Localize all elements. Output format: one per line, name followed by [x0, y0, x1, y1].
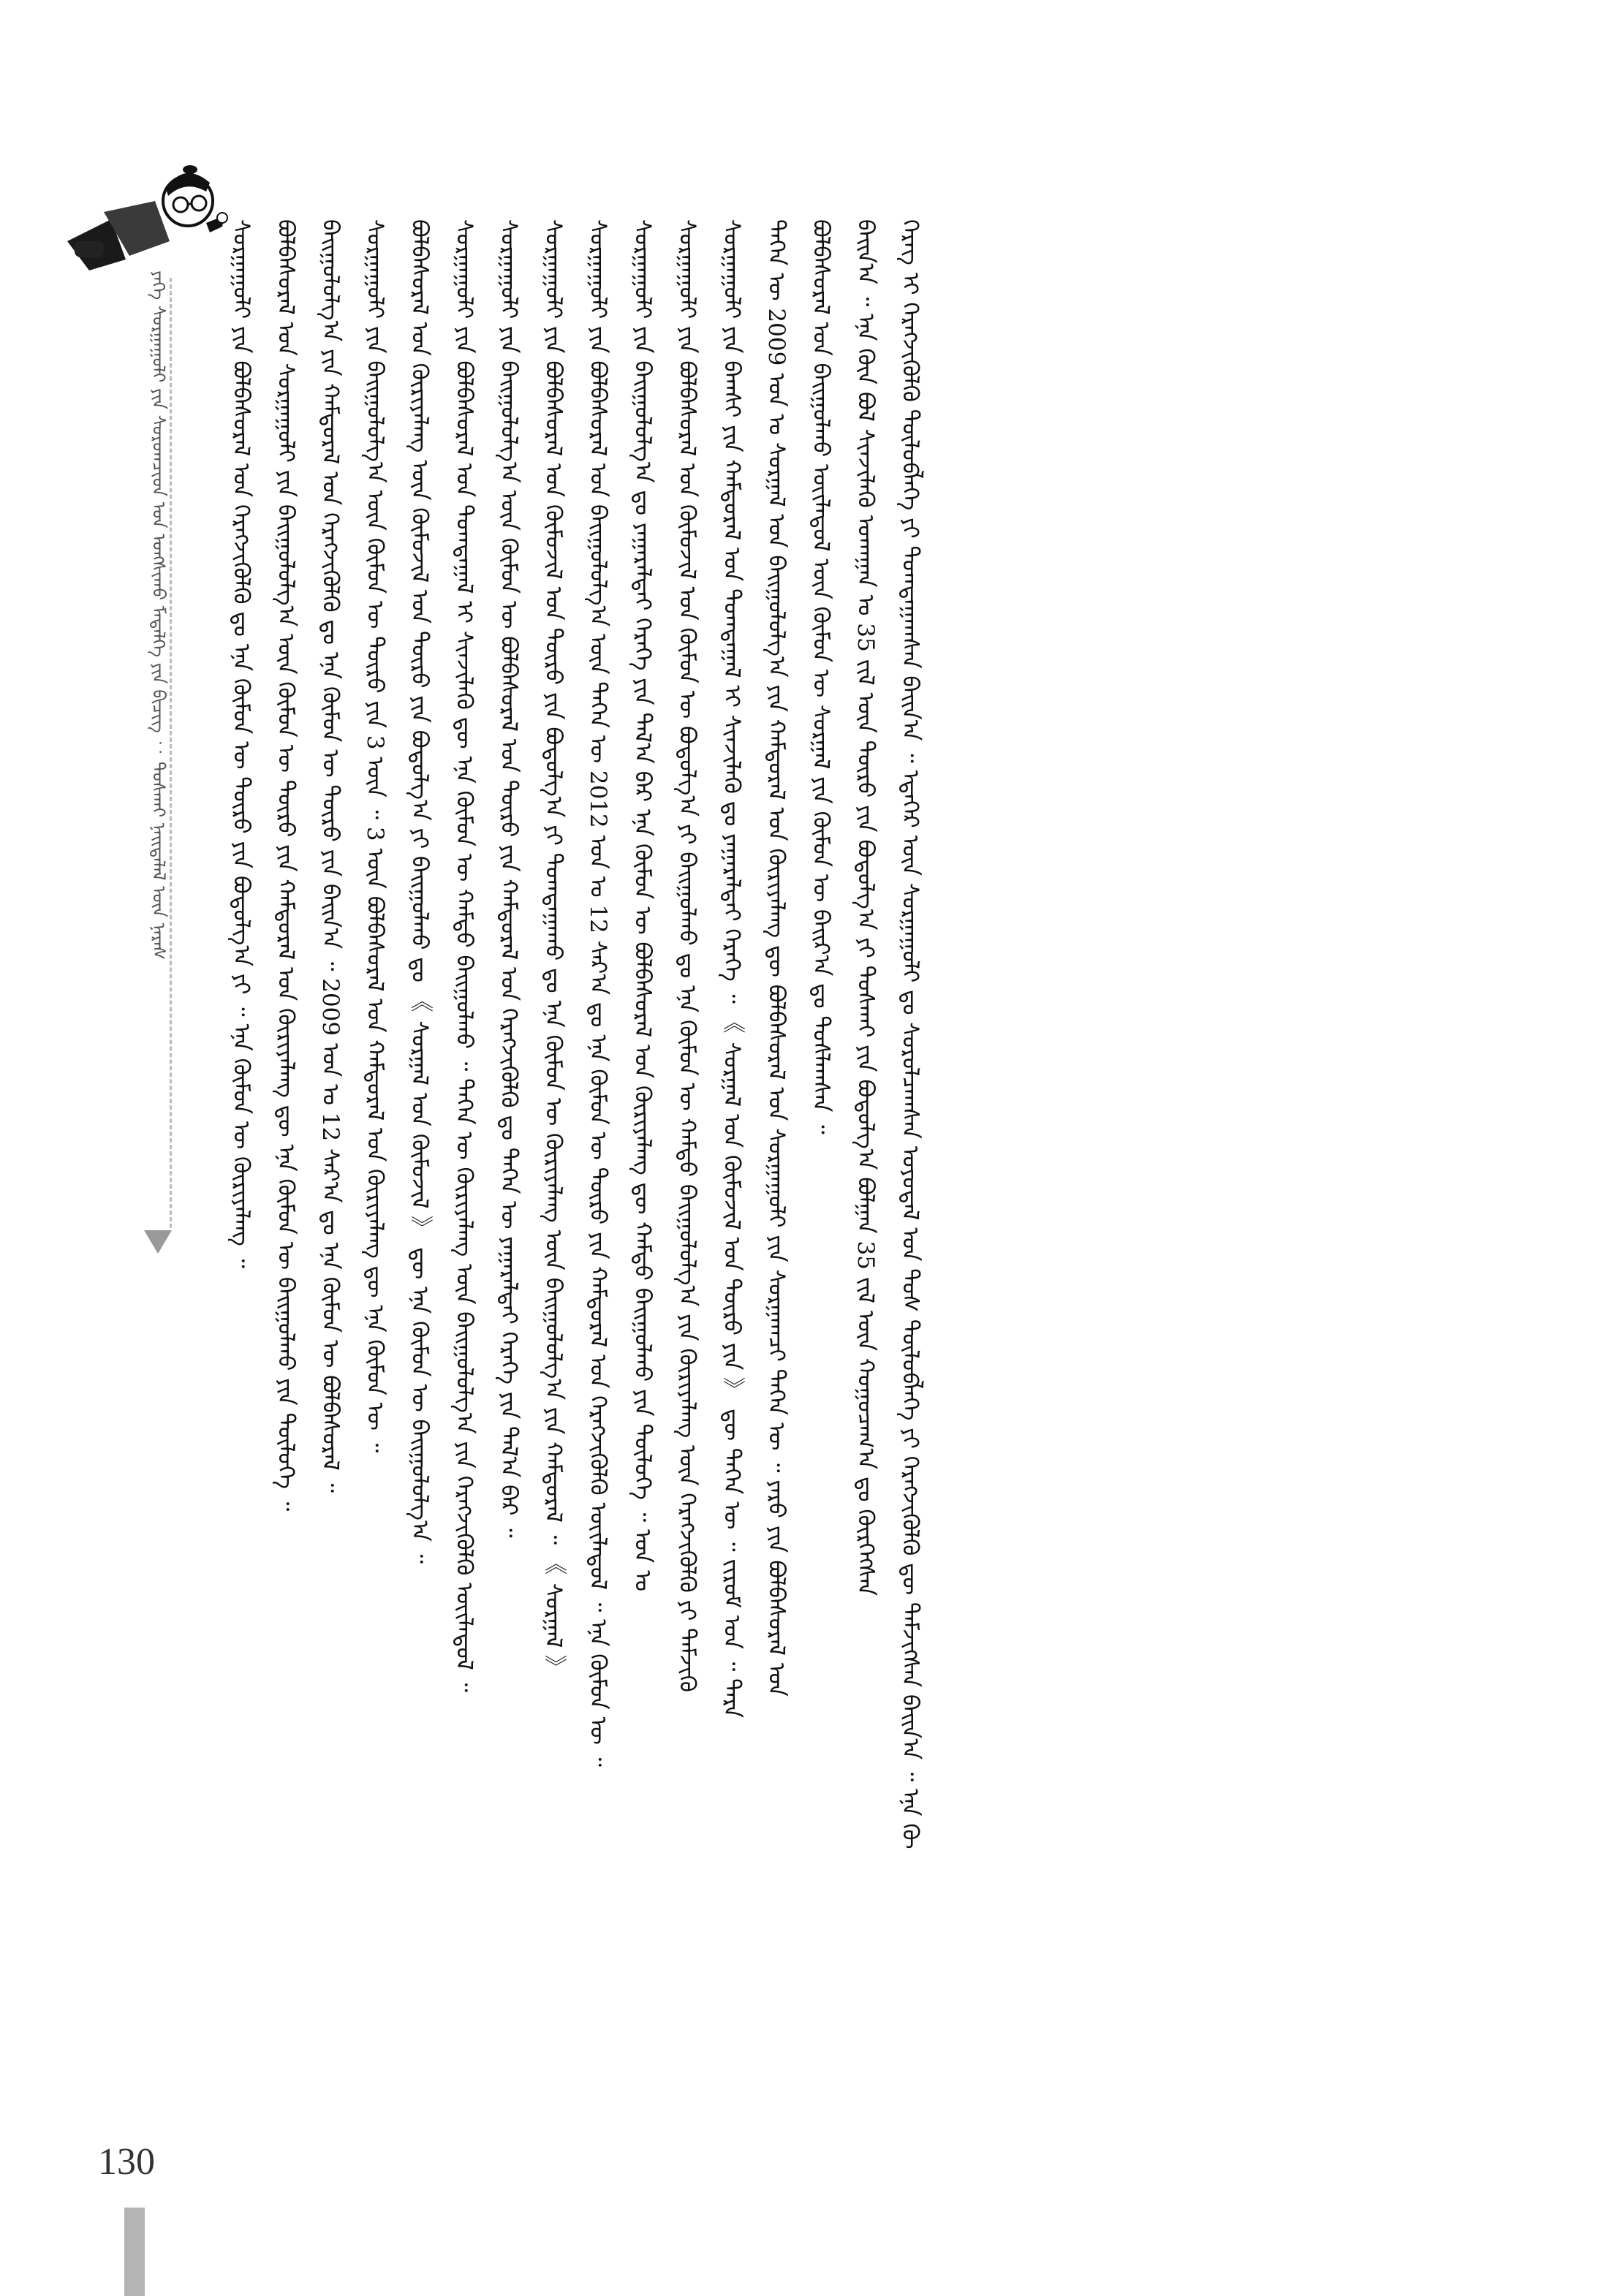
text-column: ᠪᠣᠯᠪᠠᠰᠤᠷᠠᠯ ᠤᠨ ᠪᠠᠢᠭᠤᠯᠬᠤ ᠦᠢᠯᠡᠳᠦᠯ ᠦᠨ ᠬᠦᠮᠦᠨ ᠦ ᠰᠤᠷᠭᠠᠯ ᠶᠢᠨ ᠬᠦᠮᠦᠨ ᠦ ᠪᠠᠢᠷ᠎ᠠ ᠳᠤ ᠲᠤᠰᠯᠠᠭᠰᠠᠨ ᠃	[808, 219, 834, 1134]
text-column: ᠰᠤᠷᠭᠠᠭᠤᠯᠢ ᠶᠢᠨ ᠪᠠᠢᠭᠤᠯᠤᠯᠭ᠎ᠠ ᠳᠤ ᠶᠠᠭᠠᠷᠠᠯᠲᠠᠢ ᠬᠡᠷᠡᠭᠡ ᠶᠢᠨ ᠲᠠᠯ᠎ᠠ ᠪᠠᠷ ᠡᠨᠡ ᠬᠦᠮᠦᠨ ᠦ ᠪᠣᠯᠪᠠᠰᠤᠷᠠᠯ ᠤᠨ ᠬᠦᠷᠢᠶᠡᠯᠡᠩ ᠳᠦ ᠬᠠᠮᠲᠤ ᠪᠠᠢᠭᠤᠯᠬᠤ ᠶᠢᠨ ᠲᠥᠯᠦᠭᠡ ᠃ ᠣᠨ ᠤ	[629, 219, 656, 1591]
text-column: ᠰᠤᠷᠭᠠᠭᠤᠯᠢ ᠶᠢᠨ ᠪᠠᠭᠰᠢ ᠶᠢᠨ ᠬᠠᠮᠲᠤᠷᠠᠯ ᠤᠨ ᠲᠣᠭᠲᠠᠭᠠᠯ ᠢ ᠰᠢᠨᠵᠢᠯᠡᠬᠦ ᠳᠤ ᠶᠠᠭᠠᠷᠠᠯᠲᠠᠢ ᠬᠡᠷᠡᠭᠡ ᠃ 《 ᠰᠤᠷᠭᠠᠯ ᠤᠨ ᠬᠦᠮᠦᠵᠢᠯ ᠤᠨ ᠲᠦᠷᠦ ᠶᠢᠨ 》 ᠳᠦ ᠲᠡᠭᠡᠨ ᠦ ᠃ ᠵᠢᠷᠤᠮ ᠤᠨ ᠃ ᠲᠡᠷᠡ	[719, 219, 745, 1719]
text-column: ᠰᠤᠷᠭᠠᠭᠤᠯᠢ ᠶᠢᠨ ᠪᠣᠯᠪᠠᠰᠤᠷᠠᠯ ᠤᠨ ᠪᠠᠢᠭᠤᠯᠤᠯᠭ᠎ᠠ ᠦᠨ ᠲᠡᠭᠡᠨ ᠦ 2012 ᠣᠨ ᠤ 12 ᠰᠠᠷ᠎ᠠ ᠳᠤ ᠡᠨᠡ ᠬᠦᠮᠦᠨ ᠦ ᠲᠦᠷᠦ ᠶᠢᠨ ᠬᠠᠮᠲᠤᠷᠠᠯ ᠤᠨ ᠬᠡᠷᠡᠭᠵᠢᠭᠦᠯᠬᠦ ᠦᠢᠯᠡᠳᠦᠯ ᠃ ᠡᠨᠡ ᠬᠦᠮᠦᠨ ᠦ ᠃	[585, 219, 611, 1768]
triangle-marker-icon	[144, 1230, 172, 1254]
text-column: ᠰᠤᠷᠭᠠᠭᠤᠯᠢ ᠶᠢᠨ ᠪᠣᠯᠪᠠᠰᠤᠷᠠᠯ ᠤᠨ ᠬᠦᠮᠦᠵᠢᠯ ᠤᠨ ᠲᠦᠷᠦ ᠶᠢᠨ ᠪᠣᠳᠤᠯᠭ᠎ᠠ ᠶᠢ ᠲᠣᠭᠲᠠᠭᠠᠬᠤ ᠳᠤ ᠡᠨᠡ ᠬᠦᠮᠦᠨ ᠦ ᠬᠦᠷᠢᠶᠡᠯᠡᠩ ᠦᠨ ᠪᠠᠢᠭᠤᠯᠤᠯᠭ᠎ᠠ ᠶᠢᠨ ᠬᠠᠮᠲᠤᠷᠠᠯ ᠃ 《 ᠰᠤᠷᠭᠠᠯ 》	[540, 219, 567, 1679]
text-column: ᠪᠣᠯᠪᠠᠰᠤᠷᠠᠯ ᠤᠨ ᠰᠤᠷᠭᠠᠭᠤᠯᠢ ᠶᠢᠨ ᠪᠠᠢᠭᠤᠯᠤᠯᠭ᠎ᠠ ᠦᠨ ᠬᠦᠮᠦᠨ ᠦ ᠲᠦᠷᠦ ᠶᠢᠨ ᠬᠠᠮᠲᠤᠷᠠᠯ ᠤᠨ ᠬᠦᠷᠢᠶᠡᠯᠡᠩ ᠳᠦ ᠡᠨᠡ ᠬᠦᠮᠦᠨ ᠦ ᠪᠠᠢᠭᠤᠯᠬᠤ ᠶᠢᠨ ᠲᠥᠯᠦᠭᠡ ᠃	[273, 219, 299, 1512]
text-column: ᠪᠠᠢᠭᠤᠯᠤᠯᠭ᠎ᠠ ᠶᠢᠨ ᠬᠠᠮᠲᠤᠷᠠᠯ ᠤᠨ ᠬᠡᠷᠡᠭᠵᠢᠭᠦᠯᠬᠦ ᠳᠤ ᠡᠨᠡ ᠬᠦᠮᠦᠨ ᠦ ᠲᠦᠷᠦ ᠶᠢᠨ ᠪᠠᠢᠨ᠎ᠠ ᠃ 2009 ᠣᠨ ᠤ 12 ᠰᠠᠷ᠎ᠠ ᠳᠤ ᠡᠨᠡ ᠬᠦᠮᠦᠨ ᠦ ᠪᠣᠯᠪᠠᠰᠤᠷᠠᠯ ᠃	[317, 219, 344, 1493]
text-column: ᠰᠤᠷᠭᠠᠭᠤᠯᠢ ᠶᠢᠨ ᠪᠠᠢᠭᠤᠯᠤᠯᠭ᠎ᠠ ᠦᠨ ᠬᠦᠮᠦᠨ ᠦ ᠲᠦᠷᠦ ᠶᠢᠨ 3 ᠦᠨ ᠃ 3 ᠦᠨ ᠪᠣᠯᠪᠠᠰᠤᠷᠠᠯ ᠤᠨ ᠬᠠᠮᠲᠤᠷᠠᠯ ᠤᠨ ᠬᠦᠷᠢᠶᠡᠯᠡᠩ ᠳᠦ ᠡᠨᠡ ᠬᠦᠮᠦᠨ ᠦ ᠃	[362, 219, 388, 1453]
text-column: ᠪᠠᠢᠨ᠎ᠠ ᠃ ᠡᠨᠡ ᠬᠦᠨ ᠪᠣᠯ ᠰᠢᠨᠵᠢᠯᠡᠬᠦ ᠤᠬᠠᠭᠠᠨ ᠤ 35 ᠵᠢᠯ ᠦᠨ ᠲᠦᠷᠦ ᠶᠢᠨ ᠪᠤᠳᠤᠯᠭ᠎ᠠ ᠶᠢ ᠲᠤᠰᠬᠠᠢ ᠶᠢᠨ ᠪᠣᠳᠤᠯᠭ᠎ᠠ ᠪᠣᠯᠭᠠᠨ 35 ᠵᠢᠯ ᠦᠨ ᠬᠤᠭᠤᠴᠠᠭ᠎ᠠ ᠳᠤ ᠬᠦᠷᠭᠡᠭᠰᠡᠨ	[852, 219, 879, 1596]
text-column: ᠰᠤᠷᠭᠠᠭᠤᠯᠢ ᠶᠢᠨ ᠪᠣᠯᠪᠠᠰᠤᠷᠠᠯ ᠤᠨ ᠲᠣᠭᠲᠠᠭᠠᠯ ᠢ ᠰᠢᠨᠵᠢᠯᠡᠬᠦ ᠳᠦ ᠡᠨᠡ ᠬᠦᠮᠦᠨ ᠦ ᠬᠠᠮᠲᠤ ᠪᠠᠢᠭᠤᠯᠬᠤ ᠃ ᠲᠡᠭᠡᠨ ᠦ ᠬᠦᠷᠢᠶᠡᠯᠡᠩ ᠦᠨ ᠪᠠᠢᠭᠤᠯᠤᠯᠭ᠎ᠠ ᠶᠢᠨ ᠬᠡᠷᠡᠭᠵᠢᠭᠦᠯᠬᠦ ᠦᠢᠯᠡᠳᠦᠯ ᠃	[451, 219, 477, 1692]
text-column: ᠬᠡᠷᠡᠭ ᠢ ᠬᠡᠷᠡᠭᠵᠢᠭᠦᠯᠬᠦ ᠲᠦᠯᠦᠪᠯᠡᠭᠡ ᠶᠢ ᠲᠣᠭᠲᠠᠭᠠᠭᠰᠠᠨ ᠪᠠᠢᠨ᠎ᠠ ᠃ ᠡᠳᠡᠭᠡᠷ ᠦᠨ ᠰᠤᠷᠭᠠᠭᠤᠯᠢ ᠳᠤ ᠰᠤᠷᠤᠯᠴᠠᠭᠰᠠᠨ ᠤᠶᠤᠳᠠᠯ ᠤᠨ ᠲᠤᠰ ᠲᠦᠯᠦᠪᠯᠡᠭᠡ ᠶᠢ ᠬᠡᠷᠡᠭᠵᠢᠭᠦᠯᠬᠦ ᠳᠦ ᠳᠡᠮᠵᠢᠭᠰᠡᠨ ᠪᠠᠢᠨ᠎ᠠ ᠃ ᠡᠨᠡ ᠬᠦ	[897, 219, 923, 1849]
text-column: ᠲᠡᠭᠡᠨ ᠦ 2009 ᠣᠨ ᠤ ᠰᠤᠷᠭᠠᠯ ᠤᠨ ᠪᠠᠢᠭᠤᠯᠤᠯᠭ᠎ᠠ ᠶᠢᠨ ᠬᠠᠮᠲᠤᠷᠠᠯ ᠤᠨ ᠬᠦᠷᠢᠶᠡᠯᠡᠩ ᠳᠦ ᠪᠣᠯᠪᠠᠰᠤᠷᠠᠯ ᠤᠨ ᠰᠤᠷᠭᠠᠭᠤᠯᠢ ᠶᠢᠨ ᠰᠤᠷᠭᠠᠭᠴᠢ ᠲᠡᠭᠡᠨ ᠦ ᠃ ᠶᠡᠷᠦ ᠶᠢᠨ ᠪᠣᠯᠪᠠᠰᠤᠷᠠᠯ ᠤᠨ	[763, 219, 790, 1697]
text-column: ᠰᠤᠷᠭᠠᠭᠤᠯᠢ ᠶᠢᠨ ᠪᠣᠯᠪᠠᠰᠤᠷᠠᠯ ᠤᠨ ᠬᠦᠮᠦᠵᠢᠯ ᠤᠨ ᠬᠦᠮᠦᠨ ᠦ ᠪᠣᠳᠤᠯᠭ᠎ᠠ ᠶᠢ ᠪᠠᠢᠭᠤᠯᠬᠤ ᠳᠤ ᠡᠨᠡ ᠬᠦᠮᠦᠨ ᠦ ᠬᠠᠮᠲᠤ ᠪᠠᠢᠭᠤᠯᠤᠯᠭ᠎ᠠ ᠶᠢᠨ ᠬᠦᠷᠢᠶᠡᠯᠡᠩ ᠦᠨ ᠬᠡᠷᠡᠭᠵᠢᠭᠦᠯᠬᠦ ᠶᠢ ᠳᠡᠮᠵᠢᠬᠦ	[674, 219, 700, 1692]
header-divider	[170, 278, 172, 1228]
page-number: 130	[98, 2141, 155, 2183]
running-header: ᠶᠡᠬᠡ ᠰᠤᠷᠭᠠᠭᠤᠯᠢ ᠶᠢᠨ ᠰᠤᠷᠤᠭᠴᠢᠳ ᠤᠨ ᠤᠩᠰᠢᠬᠤ ᠮᠡᠳᠡᠯᠭᠡ ᠶᠢᠨ ᠪᠢᠴᠢᠭ ︰ ᠲᠤᠰᠬᠠᠢ ᠨᠡᠢᠲᠡᠯᠡᠯ ᠦᠨ ᠨᠡᠷᠡᠰ	[148, 270, 169, 961]
mascot-illustration	[60, 132, 228, 278]
text-column: ᠰᠤᠷᠭᠠᠭᠤᠯᠢ ᠶᠢᠨ ᠪᠣᠯᠪᠠᠰᠤᠷᠠᠯ ᠤᠨ ᠬᠡᠷᠡᠭᠵᠢᠭᠦᠯᠬᠦ ᠳᠤ ᠡᠨᠡ ᠬᠦᠮᠦᠨ ᠦ ᠲᠦᠷᠦ ᠶᠢᠨ ᠪᠣᠳᠤᠯᠭ᠎ᠠ ᠶᠢ ᠃ ᠡᠨᠡ ᠬᠦᠮᠦᠨ ᠦ ᠬᠦᠷᠢᠶᠡᠯᠡᠩ ᠃	[228, 219, 254, 1268]
side-tab	[124, 2208, 145, 2296]
text-column: ᠰᠤᠷᠭᠠᠭᠤᠯᠢ ᠶᠢᠨ ᠪᠠᠢᠭᠤᠯᠤᠯᠭ᠎ᠠ ᠦᠨ ᠬᠦᠮᠦᠨ ᠦ ᠪᠣᠯᠪᠠᠰᠤᠷᠠᠯ ᠤᠨ ᠲᠦᠷᠦ ᠶᠢᠨ ᠬᠠᠮᠲᠤᠷᠠᠯ ᠤᠨ ᠬᠡᠷᠡᠭᠵᠢᠭᠦᠯᠬᠦ ᠳᠤ ᠲᠡᠭᠡᠨ ᠦ ᠶᠠᠭᠠᠷᠠᠯᠲᠠᠢ ᠬᠡᠷᠡᠭᠡ ᠶᠢᠨ ᠲᠠᠯ᠎ᠠ ᠪᠠᠷ ᠃	[496, 219, 522, 1538]
text-column: ᠪᠣᠯᠪᠠᠰᠤᠷᠠᠯ ᠤᠨ ᠬᠦᠷᠢᠶᠡᠯᠡᠩ ᠦᠨ ᠬᠦᠮᠦᠵᠢᠯ ᠤᠨ ᠲᠦᠷᠦ ᠶᠢᠨ ᠪᠣᠳᠤᠯᠭ᠎ᠠ ᠶᠢ ᠪᠠᠢᠭᠤᠯᠬᠤ ᠳᠤ 《 ᠰᠤᠷᠭᠠᠯ ᠤᠨ ᠬᠦᠮᠦᠵᠢᠯ 》 ᠳᠦ ᠡᠨᠡ ᠬᠦᠮᠦᠨ ᠦ ᠪᠠᠢᠭᠤᠯᠤᠯᠭ᠎ᠠ ᠃	[406, 219, 433, 1564]
body-text	[219, 219, 1462, 2281]
